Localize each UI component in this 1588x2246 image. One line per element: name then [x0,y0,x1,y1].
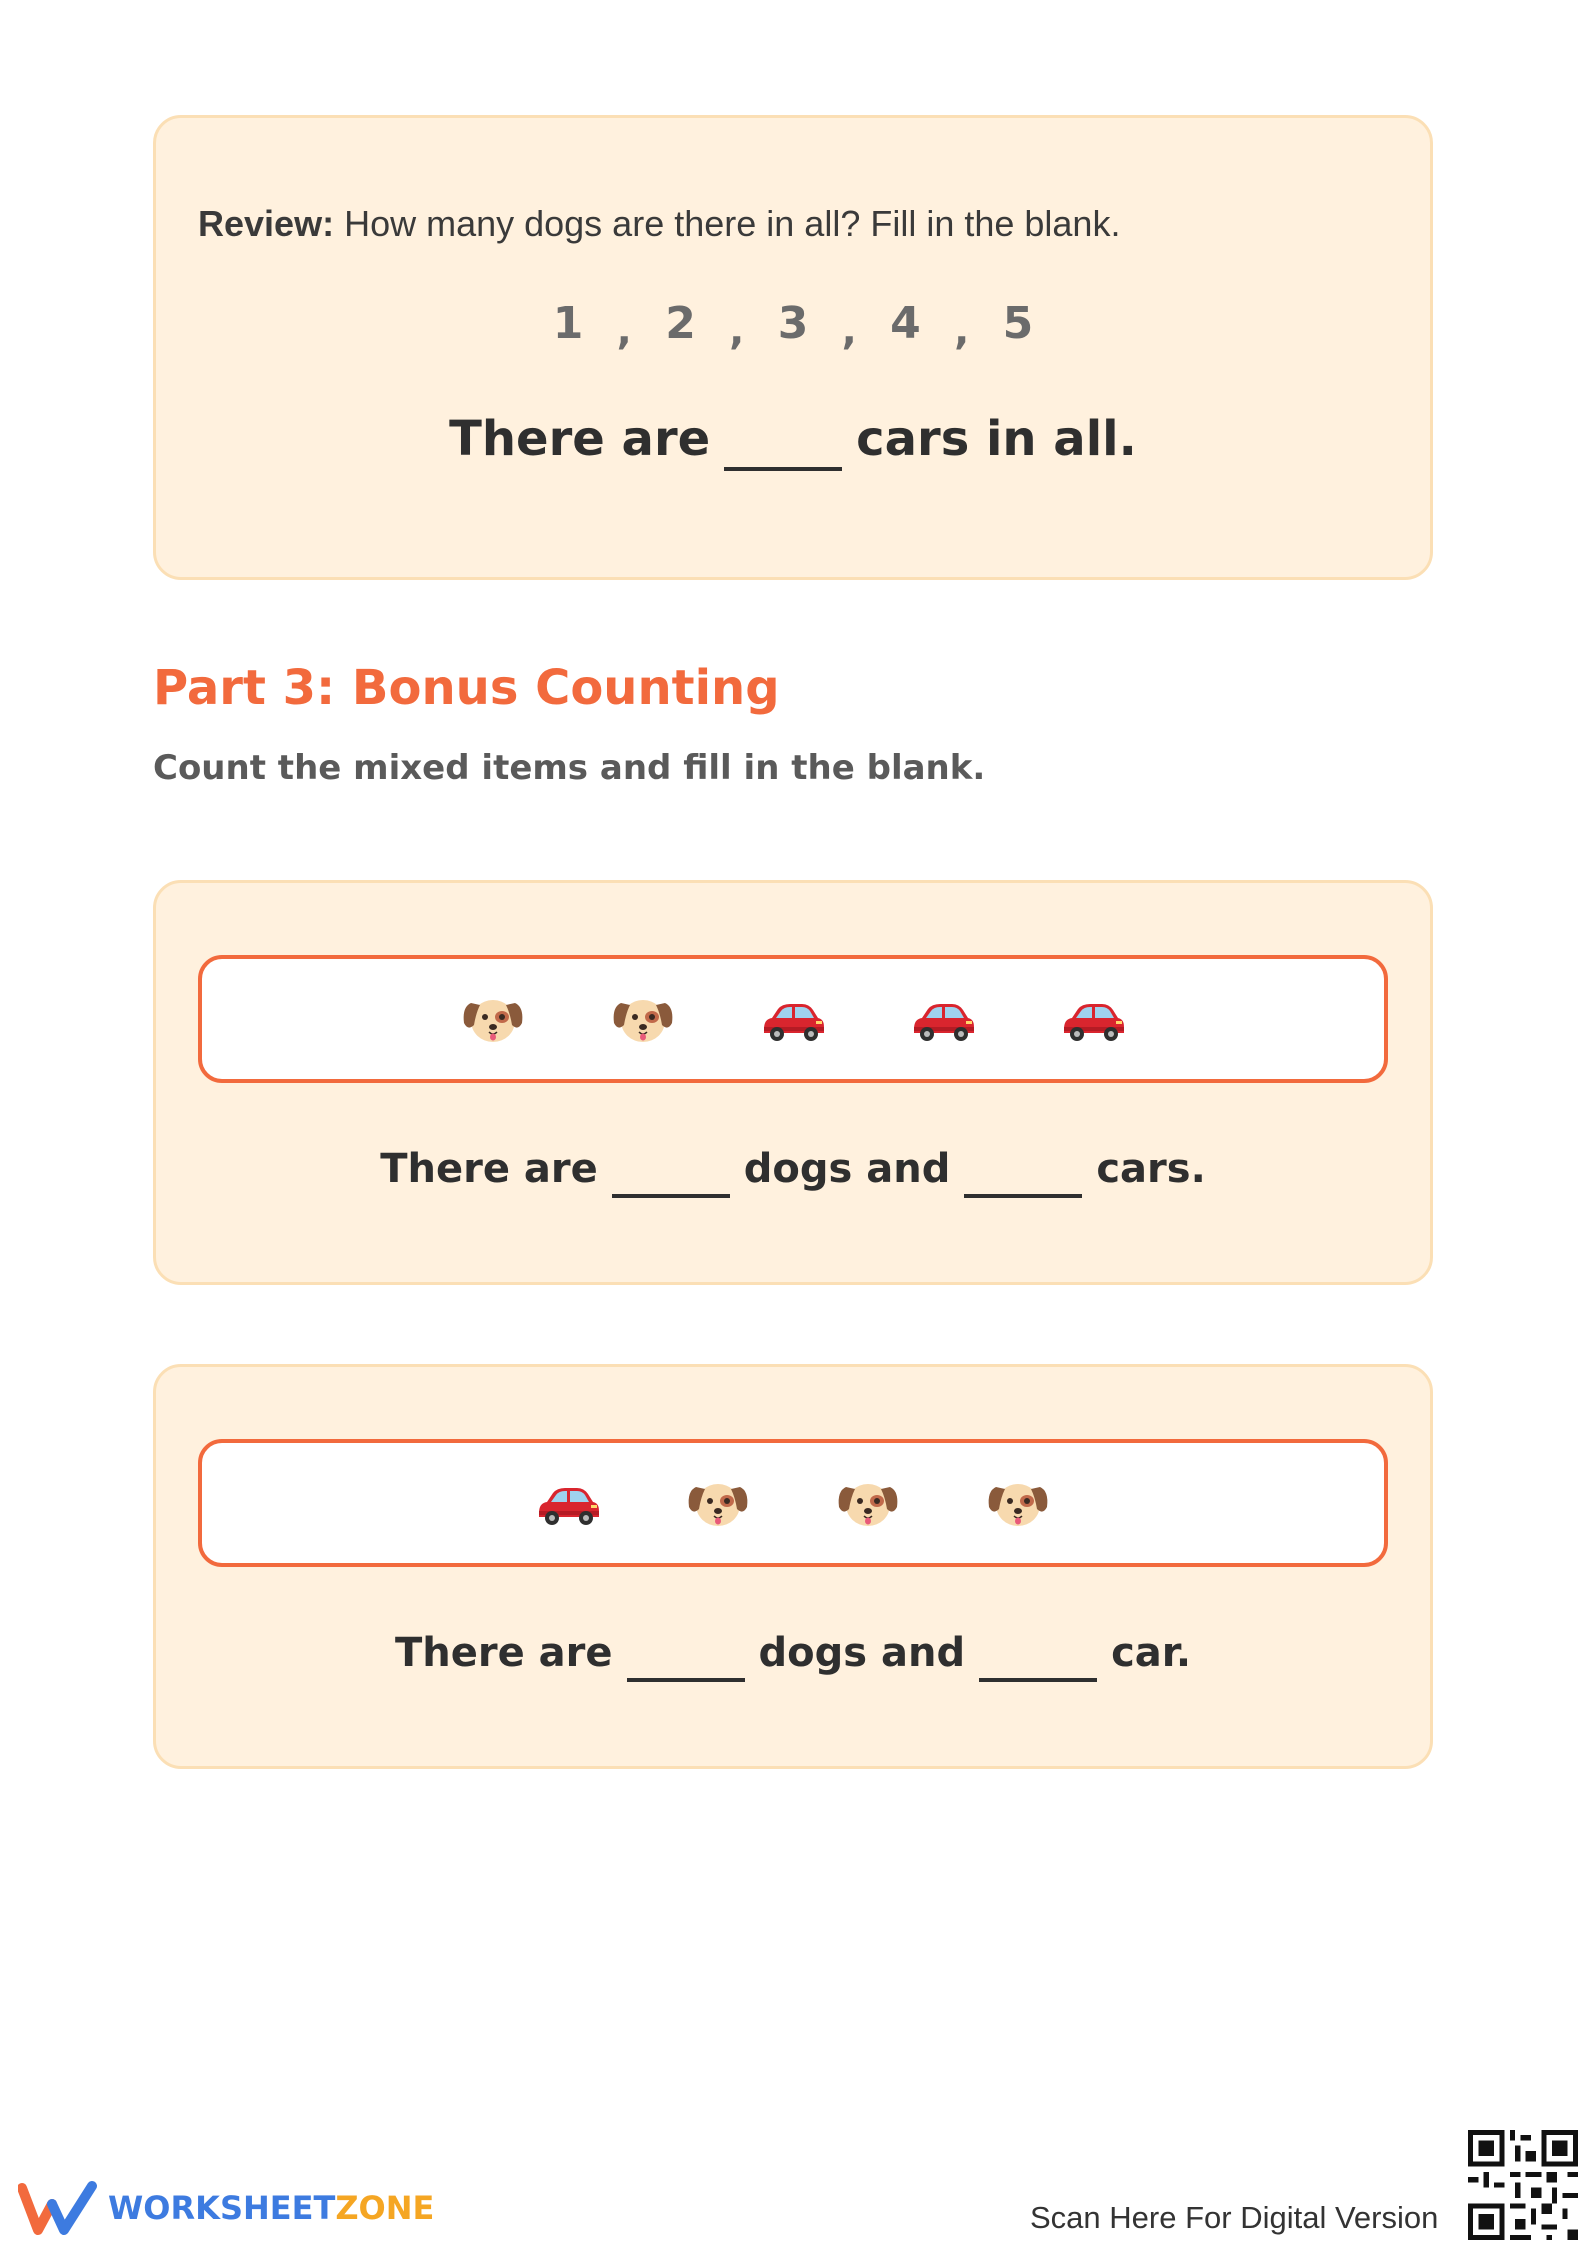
sequence-number: 5 [1002,298,1034,349]
logo-w-icon [18,2180,98,2236]
sentence-start: There are [449,411,711,467]
dogs-answer-blank[interactable] [612,1150,730,1198]
review-card [153,115,1433,580]
review-question: How many dogs are there in all? Fill in the blank. [334,203,1121,244]
dogs-answer-blank[interactable] [627,1634,745,1682]
sentence-end: cars. [1096,1146,1206,1192]
brand-part-2: ZONE [335,2189,435,2227]
review-prompt [198,203,1120,245]
qr-code-icon[interactable] [1468,2130,1578,2240]
sentence-end: car. [1111,1630,1192,1676]
sequence-comma: , [729,308,745,354]
sequence-number: 2 [665,298,696,349]
dog-icon [458,989,528,1049]
section-title: Part 3: Bonus Counting [153,660,780,716]
sequence-comma: , [954,308,970,354]
items-box [198,955,1388,1083]
exercise-sentence [156,1146,1430,1198]
answer-blank[interactable] [724,415,842,471]
brand-part-1: WORKSHEET [108,2189,336,2227]
sentence-middle: dogs and [758,1630,966,1676]
sequence-number: 3 [777,298,809,349]
items-box [198,1439,1388,1567]
review-sentence [156,411,1430,471]
sentence-start: There are [380,1146,598,1192]
sentence-middle: dogs and [743,1146,951,1192]
sequence-comma: , [841,308,857,354]
scan-text: Scan Here For Digital Version [1030,2200,1439,2235]
car-icon [533,1473,603,1533]
dog-icon [983,1473,1053,1533]
review-label: Review: [198,203,335,244]
exercise-sentence [156,1630,1430,1682]
sentence-end: cars in all. [856,411,1137,467]
dog-icon [683,1473,753,1533]
worksheetzone-logo[interactable] [18,2180,434,2236]
brand-name [108,2189,434,2227]
exercise-card [153,880,1433,1285]
exercise-card [153,1364,1433,1769]
car-icon [908,989,978,1049]
cars-answer-blank[interactable] [979,1634,1097,1682]
sequence-number: 1 [552,298,584,349]
sequence-number: 4 [890,298,921,349]
dog-icon [833,1473,903,1533]
section-instruction: Count the mixed items and fill in the blank. [153,748,986,788]
dog-icon [608,989,678,1049]
car-icon [758,989,828,1049]
car-icon [1058,989,1128,1049]
sentence-start: There are [394,1630,613,1676]
cars-answer-blank[interactable] [964,1150,1082,1198]
sequence-comma: , [616,308,632,354]
number-sequence [156,298,1430,354]
